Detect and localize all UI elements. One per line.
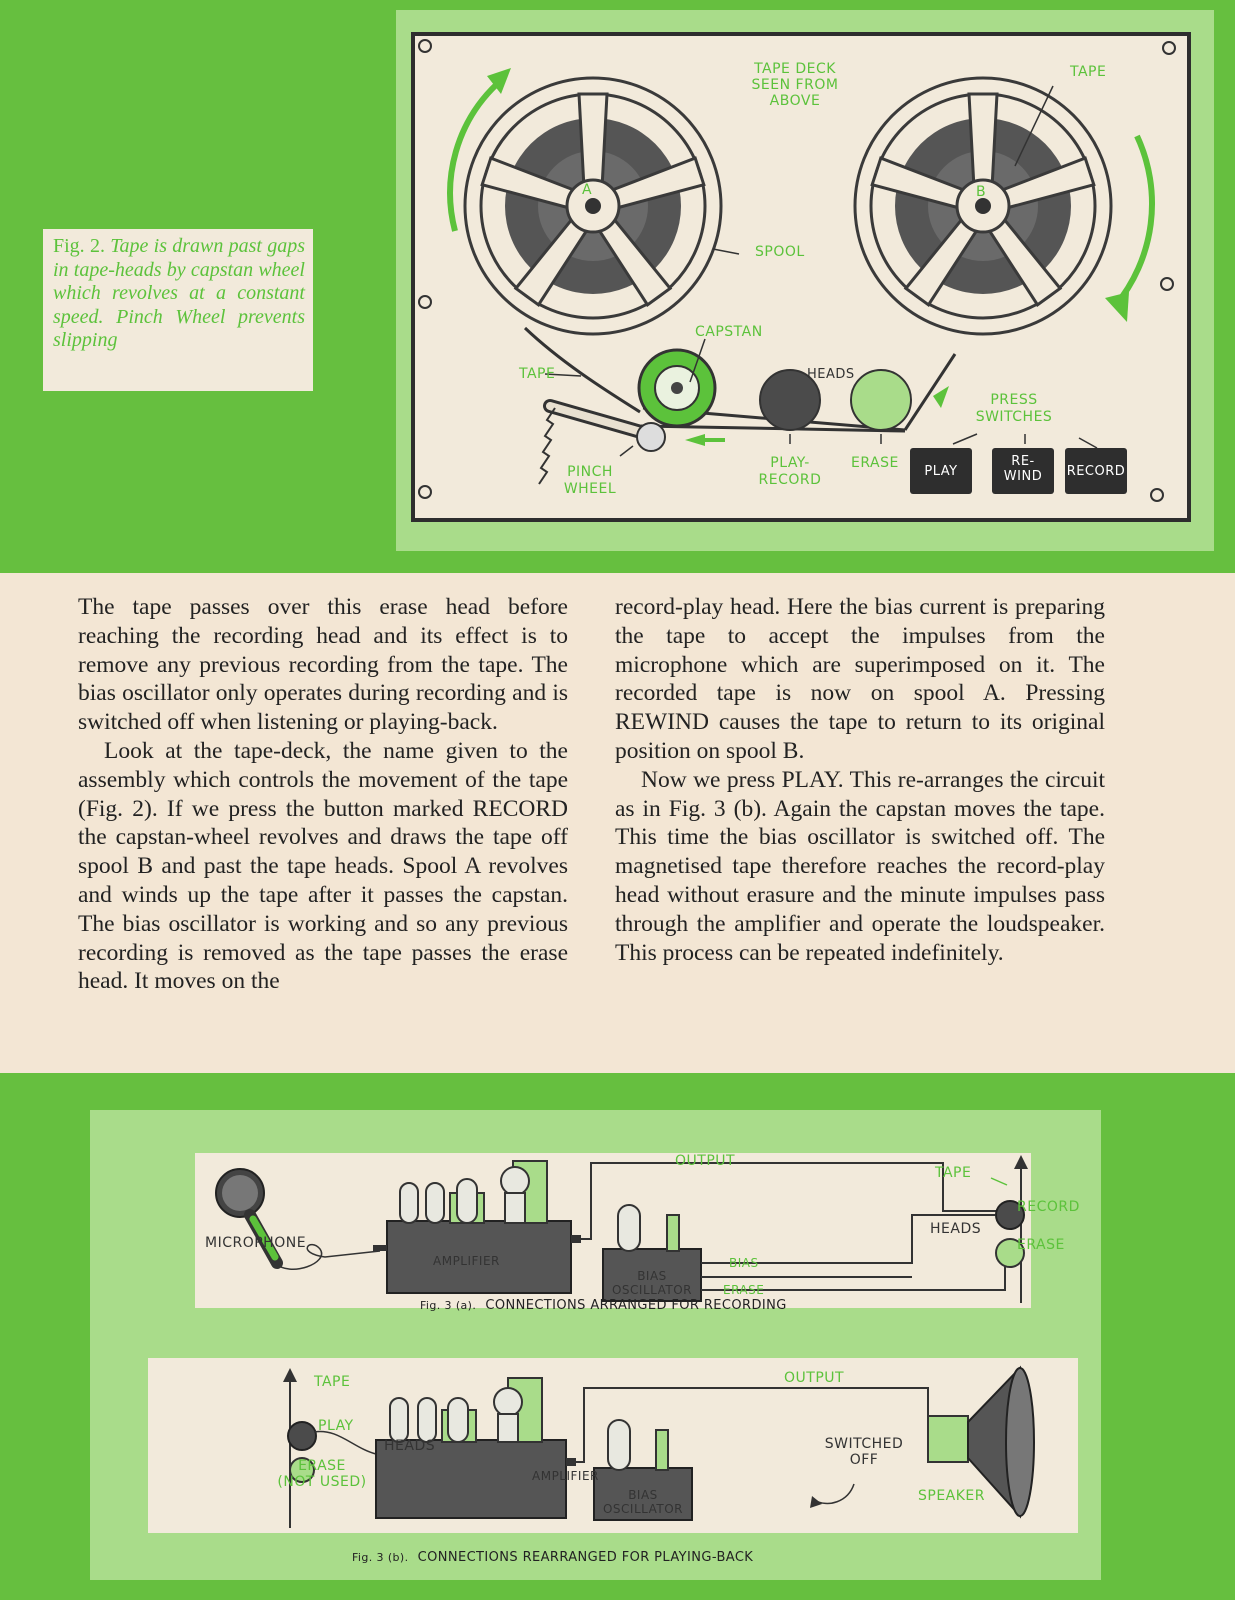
erase-line: ERASE	[298, 1458, 346, 1474]
fig3a-caption-number: Fig. 3 (a).	[420, 1299, 477, 1312]
fig3a-caption-text: CONNECTIONS ARRANGED FOR RECORDING	[485, 1298, 787, 1313]
press-switches-line: PRESS	[990, 392, 1038, 408]
spool-a-label: A	[582, 182, 593, 198]
bias-line-label: BIAS	[729, 1256, 759, 1270]
spool-b	[855, 78, 1111, 334]
fig3b-caption	[352, 1550, 753, 1565]
speaker-label: SPEAKER	[918, 1488, 986, 1504]
paragraph: Now we press PLAY. This re-arranges the circuit as in Fig. 3 (b). Again the capstan moves the tape. This time the bias oscillator is switched off. The magnetised tape therefore reaches the record-play head without erasure and the minute impulses pass through the amplifier and operate the loudspeaker. This process can be repeated indefinitely.	[615, 766, 1105, 966]
body-text-band	[0, 573, 1235, 1073]
deck-title-line: TAPE DECK	[754, 61, 836, 77]
record-switch-label: RECORD	[1066, 464, 1126, 479]
press-switches-line: SWITCHES	[975, 409, 1053, 425]
microphone-label: MICROPHONE	[205, 1235, 307, 1251]
erase-label: ERASE	[1017, 1237, 1065, 1253]
amplifier-label: AMPLIFIER	[433, 1254, 500, 1268]
output-label: OUTPUT	[675, 1153, 736, 1169]
play-head	[288, 1422, 316, 1450]
tape-label: TAPE	[314, 1374, 351, 1390]
erase-head	[851, 370, 911, 430]
output-label: OUTPUT	[784, 1370, 845, 1386]
rewind-switch-label	[992, 454, 1054, 484]
fig3a-diagram	[195, 1153, 1080, 1308]
bias-oscillator-line: BIAS	[637, 1269, 667, 1283]
pinch-wheel-line: PINCH	[567, 464, 613, 480]
fig3b-caption-number: Fig. 3 (b).	[352, 1551, 409, 1564]
erase-line: (NOT USED)	[277, 1474, 367, 1490]
erase-label: ERASE	[851, 455, 899, 471]
tape-deck-figure	[396, 10, 1214, 551]
amplifier-icon	[373, 1161, 581, 1293]
bias-oscillator-line: BIAS	[628, 1488, 658, 1502]
press-switches-label	[969, 392, 1059, 426]
fig2-caption	[43, 229, 313, 391]
heads-label: HEADS	[807, 367, 855, 382]
heads-label: HEADS	[384, 1438, 436, 1454]
pinch-wheel-label	[555, 464, 625, 498]
bias-oscillator-label	[605, 1269, 699, 1297]
record-label: RECORD	[1017, 1199, 1080, 1215]
fig3a-caption	[420, 1298, 787, 1313]
paragraph: record-play head. Here the bias current is preparing the tape to accept the impulses from the microphone which are superimposed on it. The recorded tape is now on spool A. Pressing REWIND causes the tape to return to its original position on spool B.	[615, 594, 1105, 764]
spool-label: SPOOL	[755, 244, 805, 260]
rewind-line: RE-	[1011, 454, 1035, 469]
spool-a	[465, 78, 721, 334]
deck-title	[735, 61, 855, 109]
rotation-arrow-b	[1115, 136, 1152, 306]
tape-deck-panel	[411, 32, 1191, 522]
play-record-label	[750, 455, 830, 489]
fig2-number: Fig. 2.	[53, 235, 105, 257]
fig2-text: Tape is drawn past gaps in tape-heads by capstan wheel which revolves at a constant speed. Pinch Wheel prevents slipping	[53, 235, 306, 351]
erase-not-used-label	[272, 1458, 372, 1490]
bias-oscillator-label	[596, 1488, 690, 1516]
pinch-wheel-line: WHEEL	[563, 481, 617, 497]
erase-line-label: ERASE	[723, 1283, 765, 1297]
fig3b-caption-text: CONNECTIONS REARRANGED FOR PLAYING-BACK	[417, 1550, 754, 1565]
play-switch-label: PLAY	[924, 464, 958, 479]
play-record-line: RECORD	[758, 472, 822, 488]
bias-oscillator-line: OSCILLATOR	[602, 1502, 684, 1516]
rewind-line: WIND	[1003, 469, 1043, 484]
tape-label-left: TAPE	[519, 366, 556, 382]
tape-label: TAPE	[935, 1165, 972, 1181]
paragraph: Look at the tape-deck, the name given to the assembly which controls the movement of the tape (Fig. 2). If we press the button marked RECORD the capstan-wheel revolves and draws the tape off spool B and past the tape heads. Spool A revolves and winds up the tape after it passes the capstan. The bias oscillator is working and so any previous recording is removed as the tape passes the erase head. It moves on the	[78, 737, 568, 995]
capstan	[639, 350, 715, 426]
heads-label: HEADS	[930, 1221, 982, 1237]
amplifier-label: AMPLIFIER	[532, 1469, 599, 1483]
bias-oscillator-line: OSCILLATOR	[611, 1283, 693, 1297]
paragraph: The tape passes over this erase head before reaching the recording head and its effect is to remove any previous recording from the tape. The bias oscillator only operates during recording and is switched off when listening or playing-back.	[78, 594, 568, 736]
fig3b-diagram	[148, 1358, 1078, 1533]
switched-off-label	[814, 1436, 914, 1468]
fig3-figure	[90, 1110, 1101, 1580]
spool-b-label: B	[976, 184, 987, 200]
tape-label-top: TAPE	[1070, 64, 1107, 80]
deck-title-line: SEEN FROM	[751, 77, 839, 93]
switched-off-line: SWITCHED	[824, 1436, 904, 1452]
deck-title-line: ABOVE	[769, 93, 821, 109]
play-label: PLAY	[318, 1418, 354, 1434]
text-column-left	[78, 593, 568, 996]
text-column-right	[615, 593, 1105, 967]
switched-off-line: OFF	[849, 1452, 879, 1468]
play-record-line: PLAY-	[770, 455, 810, 471]
capstan-label: CAPSTAN	[695, 324, 763, 340]
microphone-icon	[216, 1169, 380, 1269]
